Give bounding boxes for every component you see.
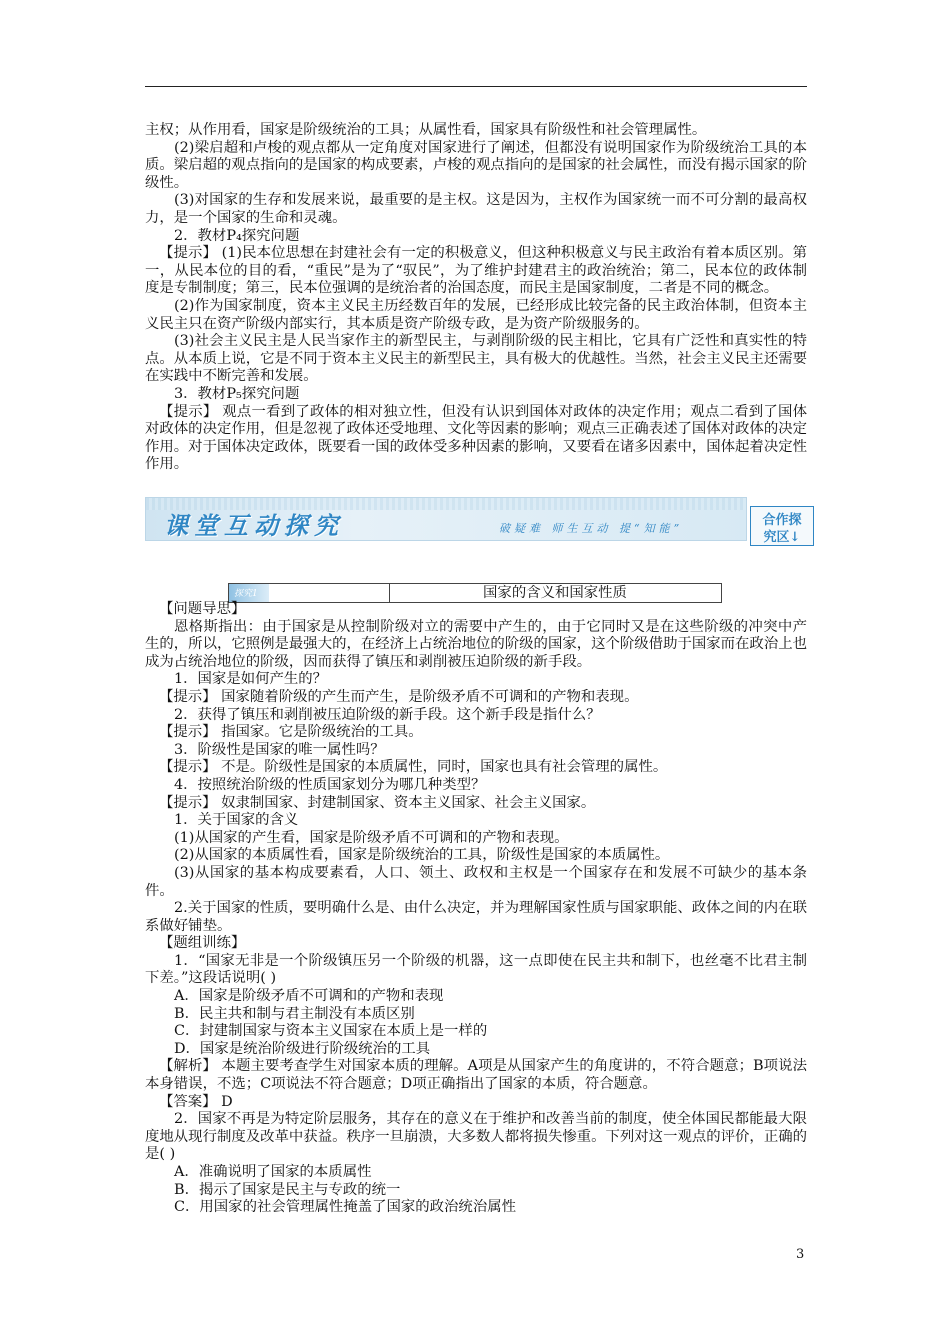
paragraph: 2．国家不再是为特定阶层服务，其存在的意义在于维护和改善当前的制度，使全体国民都能最大限度地从现行制度及改革中获益。秩序一旦崩溃，大多数人都将损失惨重。下列对这一观点的评价，正确的是( )	[145, 1111, 807, 1163]
paragraph: 【答案】 D	[159, 1093, 233, 1110]
paragraph: 【提示】 指国家。它是阶级统治的工具。	[159, 724, 423, 741]
paragraph: B．揭示了国家是民主与专政的统一	[174, 1181, 401, 1198]
paragraph: (1)从国家的产生看，国家是阶级矛盾不可调和的产物和表现。	[174, 829, 569, 846]
paragraph: C．用国家的社会管理属性掩盖了国家的政治统治属性	[174, 1199, 516, 1216]
badge-line-2: 究区↓	[763, 530, 801, 545]
banner-title: 课堂互动探究	[164, 511, 344, 540]
topic-box	[228, 583, 722, 603]
paragraph: A．准确说明了国家的本质属性	[174, 1164, 372, 1180]
paragraph: 主权；从作用看，国家是阶级统治的工具；从属性看，国家具有阶级性和社会管理属性。	[145, 122, 707, 138]
paragraph: 1．关于国家的含义	[174, 812, 299, 829]
paragraph: 【提示】 国家随着阶级的产生而产生，是阶级矛盾不可调和的产物和表现。	[159, 688, 639, 705]
paragraph: 1．国家是如何产生的？	[174, 671, 328, 688]
paragraph: (2)从国家的本质属性看，国家是阶级统治的工具，阶级性是国家的本质属性。	[174, 847, 670, 864]
paragraph: 【提示】 (1)民本位思想在封建社会有一定的积极意义，但这种积极意义与民主政治有着本质区别。第一，从民本位的目的看，“重民”是为了“驭民”，为了维护封建君主的政治统治；第二，民本位的政体制度是专制制度；第三，民本位强调的是统治者的治国态度，而民主是国家制度，二者是不同的概念。	[145, 245, 807, 297]
paragraph: 3．教材P₅探究问题	[174, 385, 300, 402]
paragraph: (3)从国家的基本构成要素看，人口、领土、政权和主权是一个国家存在和发展不可缺少的基本条件。	[145, 864, 807, 899]
paragraph: 3．阶级性是国家的唯一属性吗？	[174, 741, 385, 758]
topic-tag-label: 探究1	[234, 589, 258, 599]
header-rule	[145, 86, 807, 87]
topic-tag	[229, 584, 269, 602]
paragraph: 1．“国家无非是一个阶级镇压另一个阶级的机器，这一点即使在民主共和制下，也丝毫不比君主制下差。”这段话说明( )	[145, 952, 807, 987]
paragraph: 2．教材P₄探究问题	[174, 227, 300, 244]
paragraph: 【问题导思】	[159, 601, 246, 617]
paragraph: 2.关于国家的性质，要明确什么是、由什么决定，并为理解国家性质与国家职能、政体之间的内在联系做好铺垫。	[145, 900, 807, 934]
paragraph: 【题组训练】	[159, 935, 246, 952]
page-number: 3	[796, 1247, 805, 1262]
paragraph: (3)社会主义民主是人民当家作主的新型民主，与剥削阶级的民主相比，它具有广泛性和真实性的特点。从本质上说，它是不同于资本主义民主的新型民主，具有极大的优越性。当然，社会主义民主还需要在实践中不断完善和发展。	[145, 333, 807, 385]
paragraph: C．封建制国家与资本主义国家在本质上是一样的	[174, 1023, 488, 1040]
paragraph: (2)作为国家制度，资本主义民主历经数百年的发展，已经形成比较完备的民主政治体制，但资本主义民主只在资产阶级内部实行，其本质是资产阶级专政，是为资产阶级服务的。	[145, 297, 807, 332]
paragraph: A．国家是阶级矛盾不可调和的产物和表现	[174, 988, 444, 1005]
paragraph: (3)对国家的生存和发展来说，最重要的是主权。这是因为，主权作为国家统一而不可分割的最高权力，是一个国家的生命和灵魂。	[145, 192, 807, 226]
paragraph: B．民主共和制与君主制没有本质区别	[174, 1005, 415, 1022]
paragraph: 【提示】 观点一看到了政体的相对独立性，但没有认识到国体对政体的决定作用；观点二看到了国体对政体的决定作用，但是忽视了政体还受地理、文化等因素的影响；观点三正确表述了国体对政体的决定作用。对于国体决定政体，既要看一国的政体受多种因素的影响，又要看在诸多因素中，国体起着决定性作用。	[145, 403, 807, 473]
paragraph: 【提示】 奴隶制国家、封建制国家、资本主义国家、社会主义国家。	[159, 794, 596, 811]
badge-line-1: 合作探	[762, 513, 802, 528]
section-banner	[145, 497, 747, 541]
topic-title: 国家的含义和国家性质	[483, 585, 627, 601]
paragraph: 4．按照统治阶级的性质国家划分为哪几种类型？	[174, 776, 486, 793]
paragraph: D．国家是统治阶级进行阶级统治的工具	[174, 1040, 431, 1057]
paragraph: 2．获得了镇压和剥削被压迫阶级的新手段。这个新手段是指什么？	[174, 706, 601, 723]
section-badge	[750, 506, 814, 546]
banner-subtitle: 破疑难 师生互动 提“知能”	[499, 522, 684, 535]
paragraph: 【解析】 本题主要考查学生对国家本质的理解。A项是从国家产生的角度讲的，不符合题意；B项说法本身错误，不选；C项说法不符合题意；D项正确指出了国家的本质，符合题意。	[145, 1058, 807, 1093]
paragraph: 【提示】 不是。阶级性是国家的本质属性，同时，国家也具有社会管理的属性。	[159, 759, 668, 776]
inquiry-section	[145, 601, 807, 1217]
paragraph: (2)梁启超和卢梭的观点都从一定角度对国家进行了阐述，但都没有说明国家作为阶级统治工具的本质。梁启超的观点指向的是国家的构成要素，卢梭的观点指向的是国家的社会属性，而没有揭示国家的阶级性。	[145, 139, 807, 191]
paragraph: 恩格斯指出：由于国家是从控制阶级对立的需要中产生的，由于它同时又是在这些阶级的冲突中产生的，所以，它照例是最强大的，在经济上占统治地位的阶级的国家，这个阶级借助于国家而在政治上也成为占统治地位的阶级，因而获得了镇压和剥削被压迫阶级的新手段。	[145, 618, 807, 670]
answer-section	[145, 122, 807, 474]
